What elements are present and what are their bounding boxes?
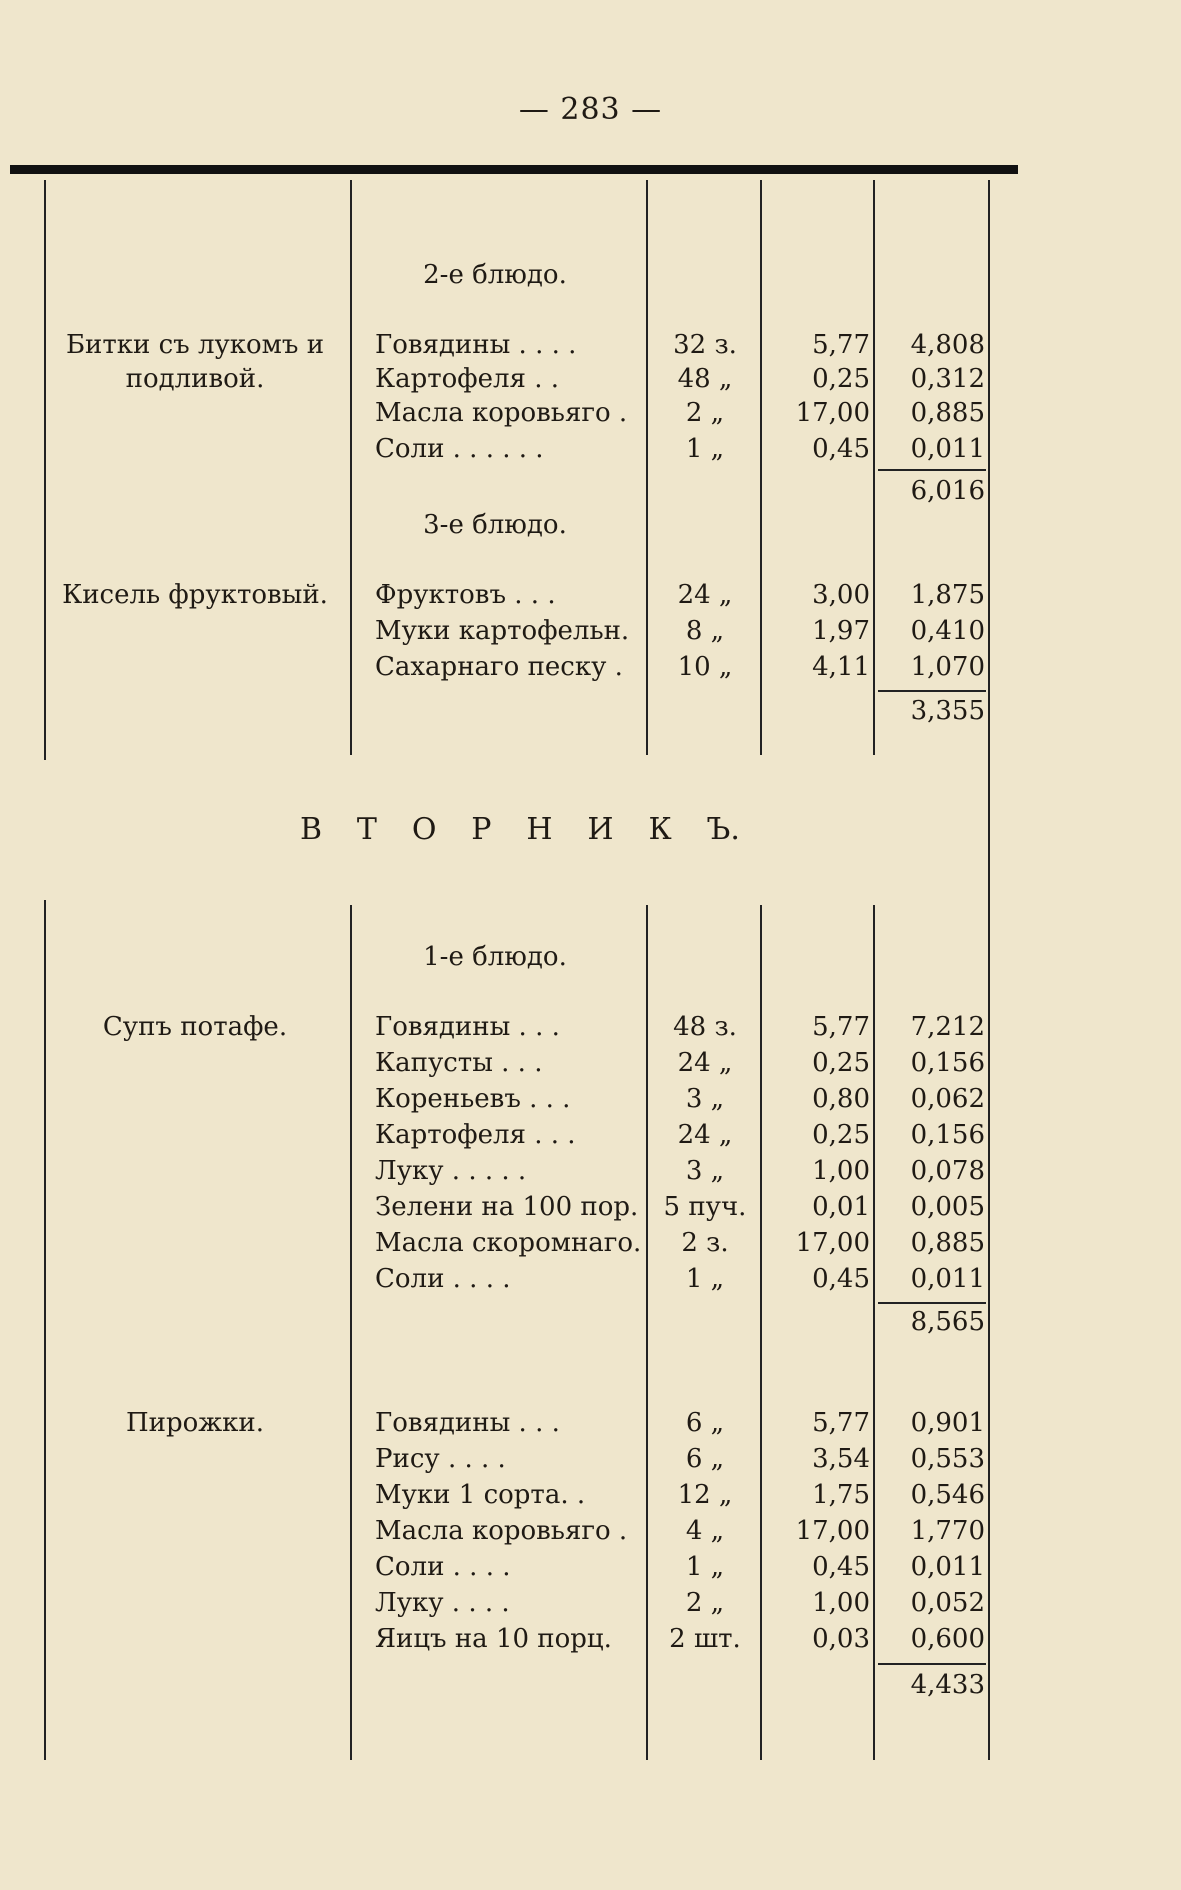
dish-total: 8,565 — [910, 1307, 985, 1337]
quantity: 10 „ — [677, 652, 733, 682]
quantity: 3 „ — [685, 1156, 725, 1186]
cost: 0,885 — [910, 398, 985, 428]
quantity: 24 „ — [677, 580, 733, 610]
ingredient: Соли . . . . . . — [375, 434, 544, 464]
cost: 1,770 — [910, 1516, 985, 1546]
day-letter: К — [648, 812, 672, 847]
cost: 0,553 — [910, 1444, 985, 1474]
ingredient: Масла коровьяго . — [375, 1516, 628, 1546]
dish-total: 6,016 — [910, 476, 985, 506]
cost: 1,070 — [910, 652, 985, 682]
sum-rule — [878, 1302, 986, 1304]
quantity: 3 „ — [685, 1084, 725, 1114]
cost: 0,156 — [910, 1120, 985, 1150]
quantity: 2 „ — [685, 1588, 725, 1618]
cost: 0,901 — [910, 1408, 985, 1438]
cost: 0,005 — [910, 1192, 985, 1222]
quantity: 1 „ — [685, 1264, 725, 1294]
price: 1,00 — [812, 1156, 870, 1186]
ingredient: Кореньевъ . . . — [375, 1084, 571, 1114]
quantity: 4 „ — [685, 1516, 725, 1546]
ingredient: Муки картофельн. — [375, 616, 630, 646]
quantity: 6 „ — [685, 1444, 725, 1474]
price: 5,77 — [812, 1012, 870, 1042]
price: 0,45 — [812, 434, 870, 464]
price: 0,01 — [812, 1192, 870, 1222]
quantity: 1 „ — [685, 434, 725, 464]
quantity: 48 з. — [673, 1012, 737, 1042]
course-heading: 2-е блюдо. — [423, 260, 567, 290]
ingredient: Масла коровьяго . — [375, 398, 628, 428]
quantity: 2 „ — [685, 398, 725, 428]
price: 0,25 — [812, 1120, 870, 1150]
price: 1,00 — [812, 1588, 870, 1618]
quantity: 24 „ — [677, 1048, 733, 1078]
course-heading: 3-е блюдо. — [423, 510, 567, 540]
top-rule — [10, 165, 1018, 174]
price: 5,77 — [812, 330, 870, 360]
price: 1,97 — [812, 616, 870, 646]
quantity: 2 з. — [681, 1228, 729, 1258]
cost: 0,312 — [910, 364, 985, 394]
ingredient: Говядины . . . — [375, 1408, 560, 1438]
sum-rule — [878, 469, 986, 471]
ingredient: Говядины . . . — [375, 1012, 560, 1042]
day-letter: О — [411, 812, 437, 847]
cost: 0,410 — [910, 616, 985, 646]
cost: 0,156 — [910, 1048, 985, 1078]
cost: 0,062 — [910, 1084, 985, 1114]
cost: 0,011 — [910, 1264, 985, 1294]
ingredient: Картофеля . . — [375, 364, 560, 394]
ingredient: Соли . . . . — [375, 1552, 511, 1582]
cost: 4,808 — [910, 330, 985, 360]
price: 0,25 — [812, 1048, 870, 1078]
column-rule — [646, 180, 648, 755]
cost: 0,078 — [910, 1156, 985, 1186]
quantity: 32 з. — [673, 330, 737, 360]
ingredient: Зелени на 100 пор. — [375, 1192, 639, 1222]
price: 0,45 — [812, 1264, 870, 1294]
quantity: 6 „ — [685, 1408, 725, 1438]
price: 3,54 — [812, 1444, 870, 1474]
dish-name: Пирожки. — [125, 1408, 265, 1438]
ingredient: Масла скоромнаго. — [375, 1228, 642, 1258]
cost: 0,600 — [910, 1624, 985, 1654]
ingredient: Картофеля . . . — [375, 1120, 576, 1150]
quantity: 1 „ — [685, 1552, 725, 1582]
ingredient: Фруктовъ . . . — [375, 580, 556, 610]
ingredient: Луку . . . . . — [375, 1156, 527, 1186]
column-rule — [350, 905, 352, 1760]
day-letter: Н — [526, 812, 553, 847]
ingredient: Рису . . . . — [375, 1444, 506, 1474]
price: 0,03 — [812, 1624, 870, 1654]
ingredient: Говядины . . . . — [375, 330, 577, 360]
page-number: — 283 — — [518, 92, 663, 127]
dish-name: Супъ потафе. — [102, 1012, 288, 1042]
price: 4,11 — [812, 652, 870, 682]
dish-name: Кисель фруктовый. — [62, 580, 328, 610]
ingredient: Луку . . . . — [375, 1588, 510, 1618]
day-letter: В — [300, 812, 323, 847]
quantity: 2 шт. — [669, 1624, 741, 1654]
cost: 1,875 — [910, 580, 985, 610]
day-heading — [300, 812, 740, 847]
price: 3,00 — [812, 580, 870, 610]
day-letter: И — [587, 812, 614, 847]
cost: 0,011 — [910, 1552, 985, 1582]
price: 5,77 — [812, 1408, 870, 1438]
sum-rule — [878, 1663, 986, 1665]
price: 17,00 — [795, 398, 870, 428]
ingredient: Капусты . . . — [375, 1048, 543, 1078]
column-rule — [988, 180, 990, 1760]
dish-name: подливой. — [125, 364, 265, 394]
quantity: 5 пуч. — [663, 1192, 747, 1222]
day-letter: Р — [471, 812, 492, 847]
cost: 0,052 — [910, 1588, 985, 1618]
ingredient: Сахарнаго песку . — [375, 652, 623, 682]
ingredient: Муки 1 сорта. . — [375, 1480, 586, 1510]
course-heading: 1-е блюдо. — [423, 942, 567, 972]
price: 0,25 — [812, 364, 870, 394]
sum-rule — [878, 690, 986, 692]
dish-total: 4,433 — [910, 1670, 985, 1700]
ingredient: Соли . . . . — [375, 1264, 511, 1294]
day-letter: Т — [356, 812, 377, 847]
cost: 0,885 — [910, 1228, 985, 1258]
quantity: 8 „ — [685, 616, 725, 646]
price: 17,00 — [795, 1516, 870, 1546]
column-rule — [646, 905, 648, 1760]
column-rule — [44, 180, 46, 760]
cost: 7,212 — [910, 1012, 985, 1042]
cost: 0,011 — [910, 434, 985, 464]
quantity: 24 „ — [677, 1120, 733, 1150]
ingredient: Яицъ на 10 порц. — [375, 1624, 612, 1654]
price: 0,45 — [812, 1552, 870, 1582]
column-rule — [44, 900, 46, 1760]
price: 1,75 — [812, 1480, 870, 1510]
dish-total: 3,355 — [910, 696, 985, 726]
price: 17,00 — [795, 1228, 870, 1258]
quantity: 12 „ — [677, 1480, 733, 1510]
price: 0,80 — [812, 1084, 870, 1114]
quantity: 48 „ — [677, 364, 733, 394]
cost: 0,546 — [910, 1480, 985, 1510]
dish-name: Битки съ лукомъ и — [65, 330, 325, 360]
day-letter: Ъ. — [706, 812, 740, 847]
